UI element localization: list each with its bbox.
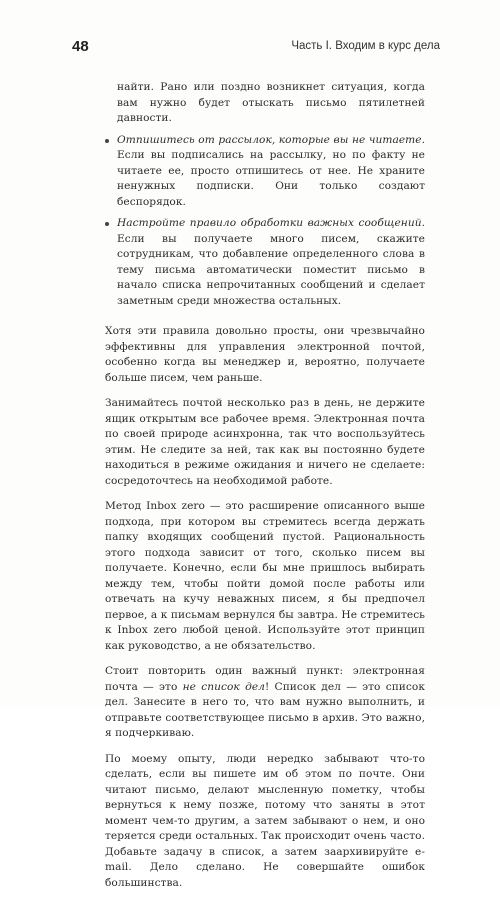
- list-item-lead: Отпишитесь от рассылок, которые вы не читаете.: [117, 133, 425, 146]
- list-item: [105, 133, 425, 211]
- paragraph: По моему опыту, люди нередко забывают что-то сделать, если вы пишете им об этом по почте. Они читают письмо, делают мысленную пометку, чтобы вернуться к нему позже, потому что заняты в этот момент чем-то другим, а затем забывают о нем, и оно теряется среди остальных. Так происходит очень часто. Добавьте задачу в список, а затем заархивируйте e-mail. Дело сделано. Не совершайте ошибок большинства.: [105, 752, 425, 889]
- list-item-text: Если вы подписались на рассылку, но по факту не читаете ее, просто отпишитесь от нее. Не храните ненужных подписки. Они только создают беспорядок.: [117, 149, 425, 208]
- bullet-dot-icon: [105, 139, 109, 143]
- bullet-list: [105, 80, 425, 309]
- page-header: [72, 38, 440, 58]
- bullet-dot-icon: [105, 222, 109, 226]
- list-item-lead: Настройте правило обработки важных сообщений.: [117, 217, 425, 229]
- paragraph: [105, 664, 425, 742]
- page-body: [105, 80, 425, 901]
- page-number: 48: [72, 38, 89, 55]
- paragraph: Занимайтесь почтой несколько раз в день, не держите ящик открытым все рабочее время. Электронная почта по своей природе асинхронна, так что воспользуйтесь этим. Не следите за ней, так как вы постоянно будете находиться в режиме ожидания и ничего не сделаете: сосредоточтесь на необходимой работе.: [105, 397, 425, 487]
- running-head: Часть I. Входим в курс дела: [291, 40, 440, 52]
- paragraph-text: ! Список дел — это список дел. Занесите в него то, что вам нужно выполнить, и отправьте соответствующее письмо в архив. Это важно, я подчеркиваю.: [105, 680, 426, 739]
- list-item: [105, 216, 425, 309]
- paragraph-emphasis: не список дел: [182, 680, 265, 693]
- paragraph: Метод Inbox zero — это расширение описанного выше подхода, при котором вы стремитесь всегда держать папку входящих сообщений пустой. Рациональность этого подхода зависит от того, сколько писем вы получаете. Конечно, если бы мне пришлось выбирать между тем, чтобы пойти домой после работы или отвечать на кучу неважных писем, я бы предпочел первое, а к письмам вернулся бы завтра. Не стремитесь к Inbox zero любой ценой. Используйте этот принцип как руководство, а не обязательство.: [105, 500, 425, 652]
- paragraph-text: Стоит повторить один важный пункт: электронная почта — это: [105, 665, 425, 693]
- list-item: [105, 80, 425, 127]
- list-item-text: Если вы получаете много писем, скажите сотрудникам, что добавление определенного слова в тему письма автоматически поместит письмо в начало списка непрочитанных сообщений и сделает заметным среди множества остальных.: [117, 232, 425, 307]
- paragraph: Хотя эти правила довольно просты, они чрезвычайно эффективны для управления электронной почтой, особенно когда вы менеджер и, вероятно, получаете больше писем, чем раньше.: [105, 325, 425, 384]
- list-item-text: найти. Рано или поздно возникнет ситуация, когда вам нужно будет отыскать письмо пятилетней давности.: [117, 81, 425, 124]
